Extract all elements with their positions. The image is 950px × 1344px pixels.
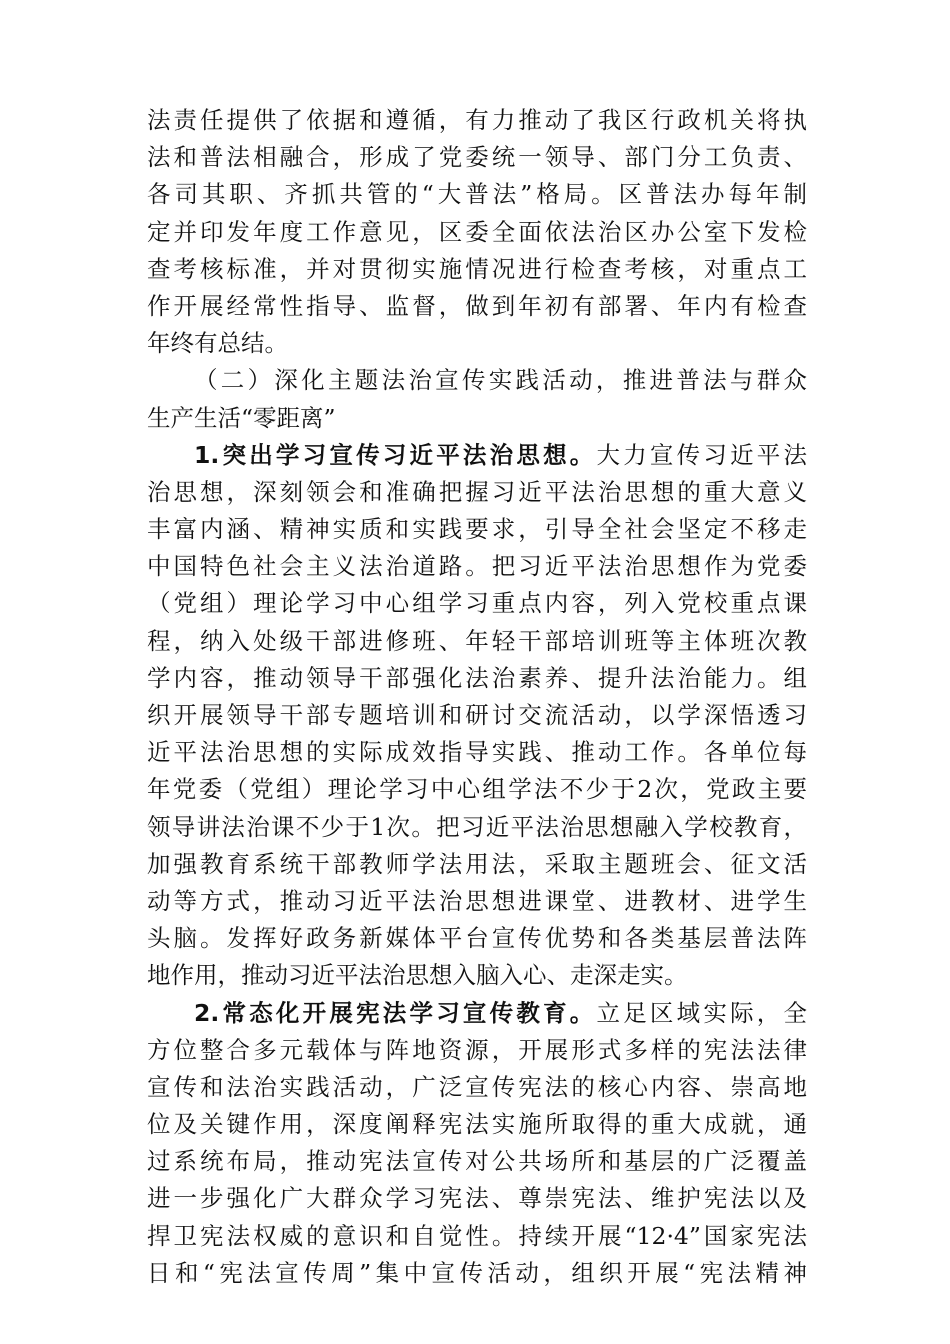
text-line: 学内容，推动领导干部强化法治素养、提升法治能力。组 [147,663,807,692]
paragraph-1 [147,102,807,362]
text-line: 过系统布局，推动宪法宣传对公共场所和基层的广泛覆盖 [147,1147,807,1176]
text-line: 治思想，深刻领会和准确把握习近平法治思想的重大意义 [147,477,807,506]
text-line: （党组）理论学习中心组学习重点内容，列入党校重点课 [147,589,807,618]
section-heading [147,362,807,436]
item-2-paragraph [147,995,807,1293]
item-1-first-line [147,437,807,474]
text-line: 日和“宪法宣传周”集中宣传活动，组织开展“宪法精神 [147,1258,807,1287]
text-line: 法和普法相融合，形成了党委统一领导、部门分工负责、 [147,143,807,172]
text-line: 头脑。发挥好政务新媒体平台宣传优势和各类基层普法阵 [147,924,807,953]
item-1-title: 1.突出学习宣传习近平法治思想。 [194,440,597,469]
text-line: 年终有总结。 [147,329,288,358]
text-line: 领导讲法治课不少于1次。把习近平法治思想融入学校教育， [147,812,807,841]
text-line: 捍卫宪法权威的意识和自觉性。持续开展“12·4”国家宪法 [147,1221,807,1250]
text-line: 位及关键作用，深度阐释宪法实施所取得的重大成就，通 [147,1110,807,1139]
text-line: 方位整合多元载体与阵地资源，开展形式多样的宪法法律 [147,1035,807,1064]
text-line: 中国特色社会主义法治道路。把习近平法治思想作为党委 [147,552,807,581]
text-line: 织开展领导干部专题培训和研讨交流活动，以学深悟透习 [147,701,807,729]
text-line: 定并印发年度工作意见，区委全面依法治区办公室下发检 [147,217,807,246]
text-line: 法责任提供了依据和遵循，有力推动了我区行政机关将执 [147,106,807,134]
item-1-first-line-rest: 大力宣传习近平法 [596,440,808,469]
text-line: 动等方式，推动习近平法治思想进课堂、进教材、进学生 [147,886,807,915]
text-line: 作开展经常性指导、监督，做到年初有部署、年内有检查 [147,291,807,320]
section-heading-line-2: 生产生活“零距离” [147,403,336,432]
text-line: 查考核标准，并对贯彻实施情况进行检查考核，对重点工 [147,254,807,283]
text-line: 地作用，推动习近平法治思想入脑入心、走深走实。 [147,961,688,990]
text-line: 加强教育系统干部教师学法用法，采取主题班会、征文活 [147,849,807,878]
section-heading-line-1: （二）深化主题法治宣传实践活动，推进普法与群众 [194,366,807,395]
item-1-paragraph [147,437,807,995]
text-line: 各司其职、齐抓共管的“大普法”格局。区普法办每年制 [147,180,807,209]
text-line: 宣传和法治实践活动，广泛宣传宪法的核心内容、崇高地 [147,1072,807,1101]
item-2-first-line [147,995,807,1032]
text-line: 近平法治思想的实际成效指导实践、推动工作。各单位每 [147,738,807,767]
text-line: 年党委（党组）理论学习中心组学法不少于2次，党政主要 [147,775,807,804]
item-2-first-line-rest: 立足区域实际，全 [596,998,808,1027]
text-line: 进一步强化广大群众学习宪法、尊崇宪法、维护宪法以及 [147,1184,807,1213]
item-2-title: 2.常态化开展宪法学习宣传教育。 [194,998,597,1027]
text-line: 程，纳入处级干部进修班、年轻干部培训班等主体班次教 [147,626,807,655]
text-line: 丰富内涵、精神实质和实践要求，引导全社会坚定不移走 [147,515,807,544]
document-page [147,102,807,1292]
